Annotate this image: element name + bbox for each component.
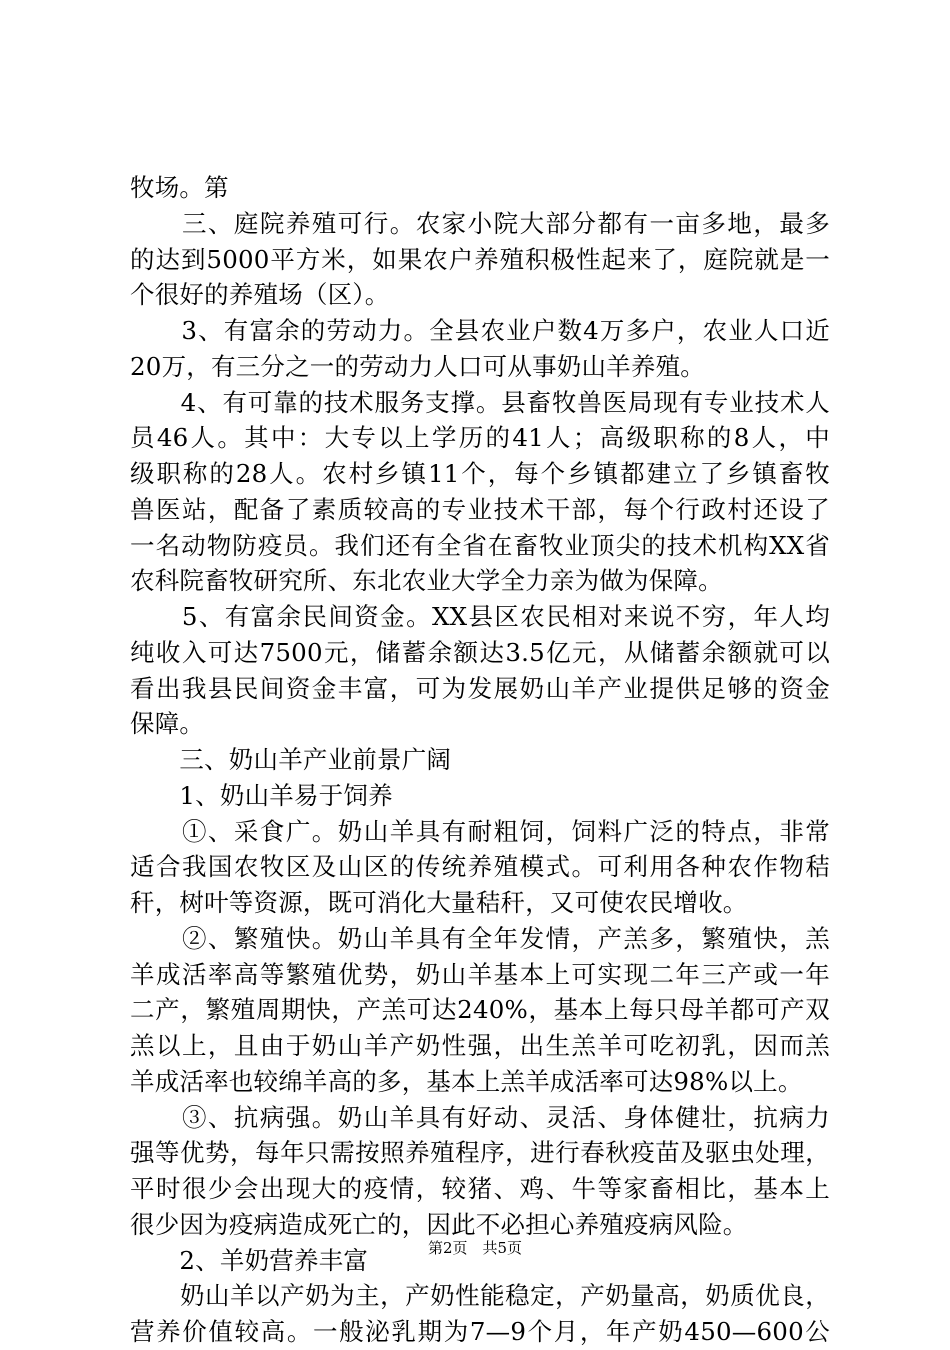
text-line: 纯收入可达7500元，储蓄余额达3.5亿元，从储蓄余额就可以: [130, 637, 830, 667]
text-line: 保障。: [130, 709, 205, 739]
text-line: 很少因为疫病造成死亡的，因此不必担心养殖疫病风险。: [130, 1209, 748, 1239]
text-line: 的达到5000平方米，如果农户养殖积极性起来了，庭院就是一: [130, 244, 830, 274]
text-line: 三、庭院养殖可行。农家小院大部分都有一亩多地，最多: [130, 208, 830, 238]
document-body: [130, 170, 830, 1350]
text-line: 个很好的养殖场（区）。: [130, 280, 390, 310]
text-line: ②、繁殖快。奶山羊具有全年发情，产羔多，繁殖快，羔: [130, 923, 830, 953]
text-line: 羊成活率高等繁殖优势，奶山羊基本上可实现二年三产或一年: [130, 959, 830, 989]
text-line: 牧场。第: [130, 173, 229, 202]
text-line: 三、奶山羊产业前景广阔: [130, 745, 452, 774]
text-line: 5、有富余民间资金。XX县区农民相对来说不穷，年人均: [130, 602, 830, 631]
text-line: ③、抗病强。奶山羊具有好动、灵活、身体健壮，抗病力: [130, 1102, 830, 1132]
text-line: 二产，繁殖周期快，产羔可达240%，基本上每只母羊都可产双: [130, 995, 830, 1025]
text-line: 羔以上，且由于奶山羊产奶性强，出生羔羊可吃初乳，因而羔: [130, 1031, 830, 1060]
text-line: 员46人。其中：大专以上学历的41人；高级职称的8人，中: [130, 423, 830, 453]
text-line: 兽医站，配备了素质较高的专业技术干部，每个行政村还设了: [130, 494, 830, 524]
text-line: 4、有可靠的技术服务支撑。县畜牧兽医局现有专业技术人: [130, 387, 830, 417]
text-line: 3、有富余的劳动力。全县农业户数4万多户，农业人口近: [130, 316, 830, 345]
text-line: 秆，树叶等资源，既可消化大量秸秆，又可使农民增收。: [130, 888, 748, 917]
text-line: ①、采食广。奶山羊具有耐粗饲，饲料广泛的特点，非常: [130, 816, 830, 846]
text-line: 级职称的28人。农村乡镇11个，每个乡镇都建立了乡镇畜牧: [130, 459, 830, 488]
text-line: 1、奶山羊易于饲养: [130, 780, 393, 810]
text-line: 看出我县民间资金丰富，可为发展奶山羊产业提供足够的资金: [130, 673, 830, 703]
text-line: 平时很少会出现大的疫情，较猪、鸡、牛等家畜相比，基本上: [130, 1174, 830, 1203]
text-line: 农科院畜牧研究所、东北农业大学全力亲为做为保障。: [130, 566, 723, 596]
text-line: 强等优势，每年只需按照养殖程序，进行春秋疫苗及驱虫处理，: [130, 1138, 830, 1168]
text-line: 20万，有三分之一的劳动力人口可从事奶山羊养殖。: [130, 351, 705, 381]
text-line: 奶山羊以产奶为主，产奶性能稳定，产奶量高，奶质优良，: [130, 1281, 830, 1311]
text-line: 一名动物防疫员。我们还有全省在畜牧业顶尖的技术机构XX省: [130, 530, 830, 560]
page-footer: 第2页 共5页: [427, 1239, 523, 1257]
text-line: 营养价值较高。一般泌乳期为7—9个月，年产奶450—600公: [130, 1317, 830, 1346]
text-line: 2、羊奶营养丰富: [130, 1245, 369, 1275]
text-line: 适合我国农牧区及山区的传统养殖模式。可利用各种农作物秸: [130, 852, 830, 882]
text-line: 羊成活率也较绵羊高的多，基本上羔羊成活率可达98%以上。: [130, 1066, 803, 1096]
